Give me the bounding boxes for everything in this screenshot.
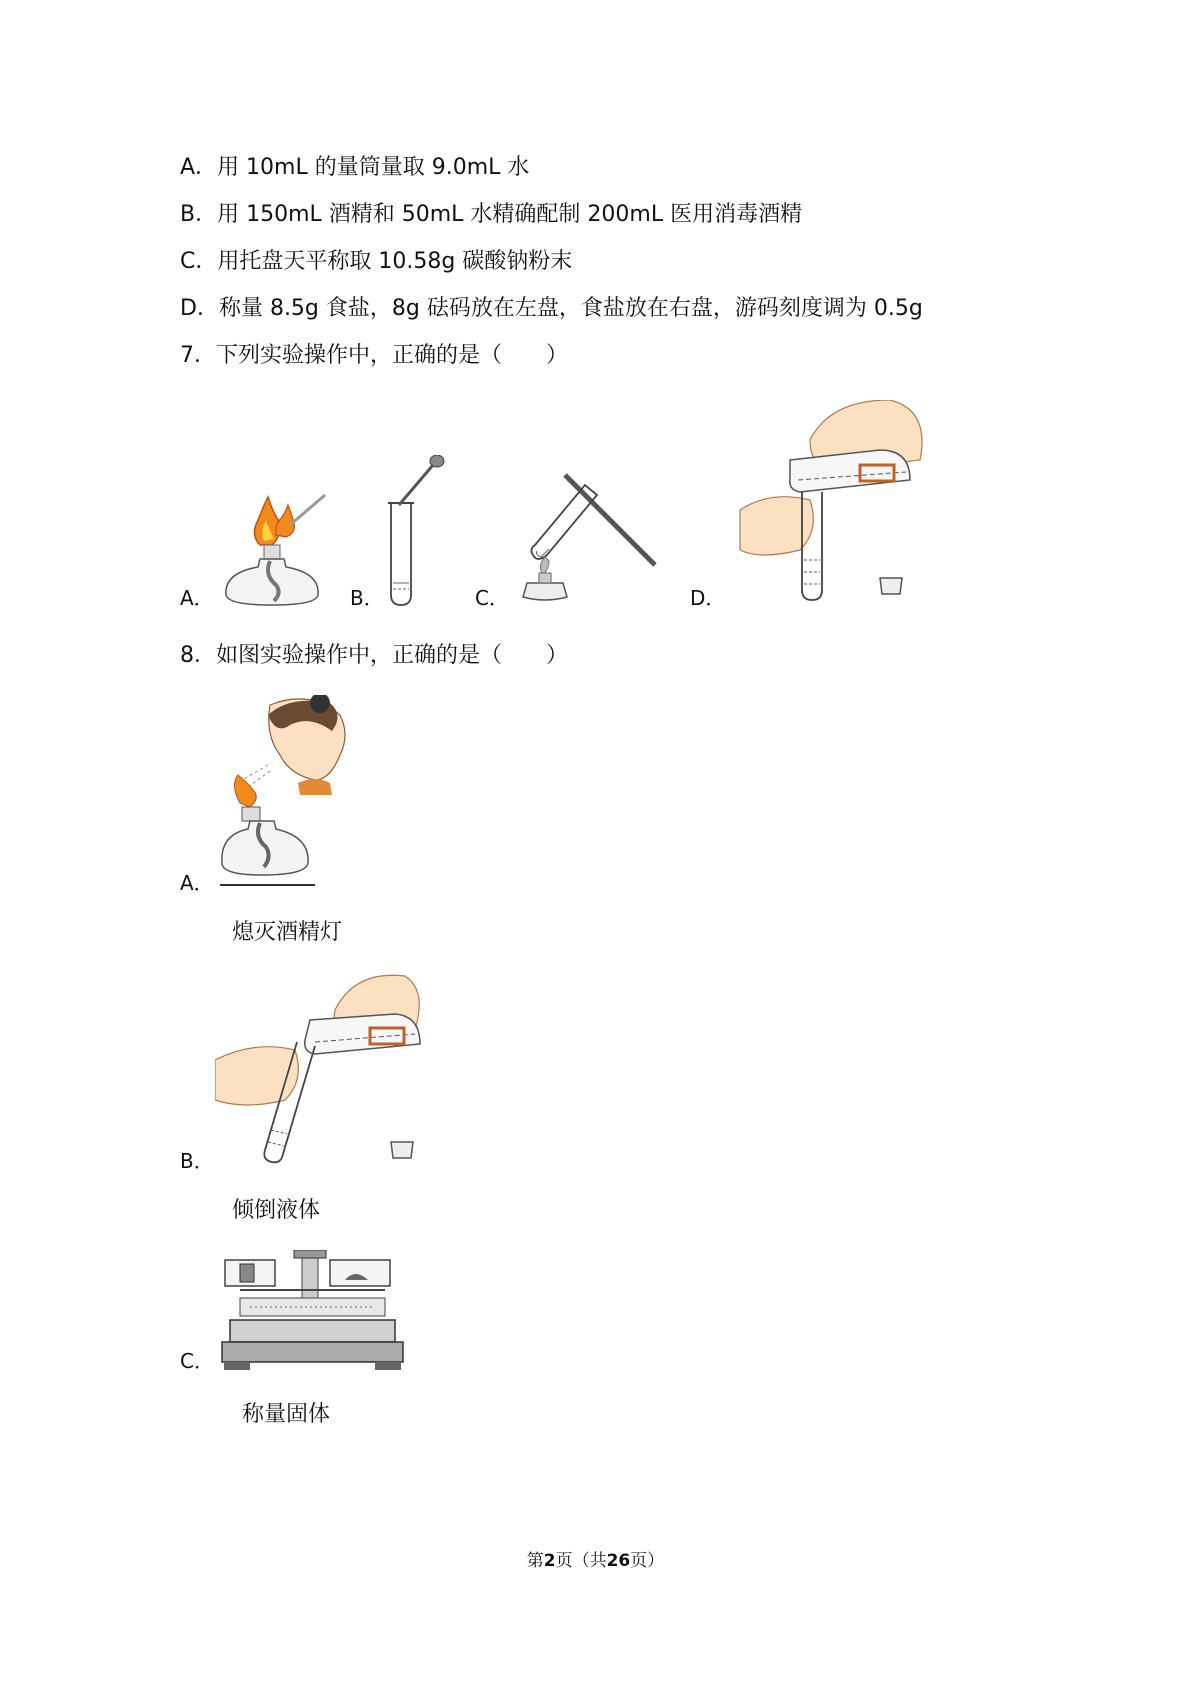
- footer-middle: 页（共: [555, 1551, 607, 1571]
- q8-figure-c-balance: [220, 1250, 405, 1375]
- footer-prefix: 第: [526, 1551, 544, 1571]
- q7-figure-c-heating-tube: [515, 465, 665, 610]
- footer-page-number: 2: [543, 1551, 556, 1571]
- q6-option-c: [180, 247, 572, 277]
- q7-figure-b-dropper: [385, 455, 455, 610]
- option-letter: A．: [180, 155, 218, 180]
- q8-option-a-label: A．: [180, 871, 214, 895]
- option-text: 用 150mL 酒精和 50mL 水精确配制 200mL 医用消毒酒精: [217, 202, 803, 227]
- q8-stem: 8．如图实验操作中，正确的是（ ）: [180, 643, 568, 668]
- option-letter: B．: [180, 202, 218, 227]
- q7-stem: 7．下列实验操作中，正确的是（ ）: [180, 343, 568, 368]
- q8-figure-b-pouring: [215, 970, 425, 1170]
- q8-option-b-label: B．: [180, 1149, 214, 1173]
- footer-total-pages: 26: [606, 1551, 631, 1571]
- q6-option-a: [180, 153, 529, 183]
- page-footer: [0, 1546, 1191, 1571]
- q8-option-b-caption: 倾倒液体: [232, 1198, 321, 1223]
- q7-option-a-label: A．: [180, 586, 214, 610]
- q7-option-c-label: C．: [475, 586, 509, 610]
- q7-option-d-label: D．: [690, 586, 726, 610]
- footer-suffix: 页）: [630, 1551, 665, 1571]
- q8-option-c-caption: 称量固体: [242, 1402, 331, 1427]
- option-text: 称量 8.5g 食盐，8g 砝码放在左盘，食盐放在右盘，游码刻度调为 0.5g: [218, 296, 923, 321]
- q8-option-a-caption: 熄灭酒精灯: [232, 920, 343, 945]
- q8-figure-a-blowing-lamp: [220, 695, 365, 905]
- option-text: 用 10mL 的量筒量取 9.0mL 水: [217, 155, 530, 180]
- q6-option-b: [180, 200, 802, 230]
- q7-figure-a-lamp-lighting: [220, 475, 340, 610]
- option-text: 用托盘天平称取 10.58g 碳酸钠粉末: [217, 249, 573, 274]
- option-letter: D．: [180, 296, 219, 321]
- q7-option-b-label: B．: [350, 586, 384, 610]
- q8-option-c-label: C．: [180, 1349, 214, 1373]
- option-letter: C．: [180, 249, 218, 274]
- q7-figure-d-pouring: [730, 400, 930, 610]
- q6-option-d: [180, 294, 923, 324]
